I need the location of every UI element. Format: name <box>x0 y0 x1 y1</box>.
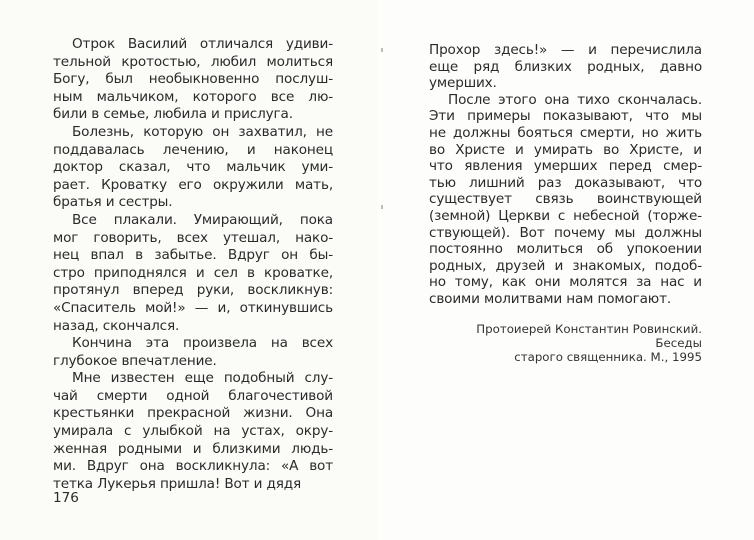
text-line: Эти примеры показывают, что мы <box>429 108 702 125</box>
paragraph <box>53 370 333 493</box>
text-line: что явления умерших перед смер- <box>429 158 702 175</box>
text-line: (земной) Церкви с небесной (торже- <box>429 207 702 224</box>
text-line: умерших. <box>429 75 497 92</box>
text-line: нец впал в забытье. Вдруг он бы- <box>53 247 333 264</box>
text-line: доктор сказал, что мальчик уми- <box>53 159 333 176</box>
text-line: ми. Вдруг она воскликнула: «А вот <box>53 458 333 475</box>
text-line: глубокое впечатление. <box>53 352 217 369</box>
text-line: протянул вперед руки, воскликнув: <box>53 282 333 299</box>
text-line: Мне известен еще подобный слу- <box>72 370 333 387</box>
text-line: Отрок Василий отличался удиви- <box>72 36 333 52</box>
text-line: стро приподнялся и сел в кроватке, <box>53 264 333 281</box>
text-line: во Христе и умирать во Христе, и <box>429 141 702 158</box>
text-line: тельной кротостью, любил молиться <box>53 53 333 70</box>
text-line: Все плакали. Умирающий, пока <box>72 211 333 228</box>
gutter-mark <box>381 48 383 52</box>
text-line: своими молитвами нам помогают. <box>429 290 672 307</box>
text-line: еще ряд близких родных, давно <box>429 58 702 75</box>
text-line: Болезнь, которую он захватил, не <box>72 123 333 140</box>
text-line: братья и сестры. <box>53 194 173 211</box>
page-number: 176 <box>53 490 79 506</box>
text-line: Прохор здесь!» — и перечислила <box>429 42 702 58</box>
text-line: женная родными и близкими людь- <box>53 440 333 457</box>
text-line: ным мальчиком, которого все лю- <box>53 88 333 105</box>
citation-line: старого священника. М., 1995 <box>514 350 702 364</box>
gutter-mark <box>381 205 383 209</box>
text-line: тью лишний раз доказывают, что <box>429 174 702 191</box>
paragraph <box>53 124 333 212</box>
paragraph <box>53 335 333 370</box>
text-line: существует связь воинствующей <box>429 191 702 208</box>
paragraph <box>429 42 702 92</box>
text-line: мог говорить, всех утешал, нако- <box>53 229 333 246</box>
right-page <box>377 0 754 540</box>
text-line: Кончина эта произвела на всех <box>72 335 333 352</box>
text-line: умирала с улыбкой на устах, окру- <box>53 423 333 440</box>
text-line: После этого она тихо скончалась. <box>448 91 702 108</box>
text-line: родных, друзей и знакомых, подоб- <box>429 257 702 274</box>
right-page-text <box>429 42 702 308</box>
text-line: назад, скончался. <box>53 317 180 334</box>
text-line: Богу, был необыкновенно послуш- <box>53 71 333 88</box>
citation-line: Протоиерей Константин Ровинский. Беседы <box>476 322 702 350</box>
text-line: постоянно молиться об упокоении <box>429 241 702 258</box>
text-line: «Спаситель мой!» — и, откинувшись <box>53 299 333 316</box>
paragraph <box>53 36 333 124</box>
left-page-text <box>53 36 333 493</box>
paragraph <box>53 212 333 335</box>
text-line: ствующей). Вот почему мы должны <box>429 224 702 241</box>
text-line: чай смерти одной благочестивой <box>53 387 333 404</box>
paragraph <box>429 92 702 308</box>
text-line: тетка Лукерья пришла! Вот и дядя <box>53 475 302 492</box>
text-line: крестьянки прекрасной жизни. Она <box>53 405 333 422</box>
text-line: но тому, как они молятся за нас и <box>429 274 702 291</box>
text-line: били в семье, любила и прислуга. <box>53 106 293 123</box>
text-line: не должны бояться смерти, но жить <box>429 124 702 141</box>
citation <box>429 322 702 364</box>
text-line: поддавалась лечению, и наконец <box>53 141 333 158</box>
text-line: рает. Кроватку его окружили мать, <box>53 176 333 193</box>
